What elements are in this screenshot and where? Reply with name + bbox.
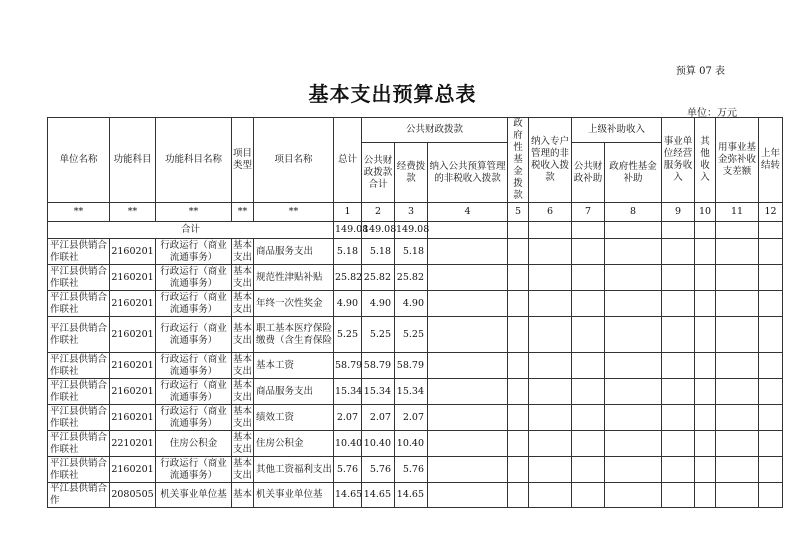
empty-cell [508, 483, 529, 508]
empty-cell [716, 379, 759, 405]
empty-cell [428, 431, 508, 457]
cell-total: 5.18 [334, 239, 362, 265]
cell-operating: 15.34 [395, 379, 428, 405]
cell-public-total: 14.65 [362, 483, 395, 508]
empty-cell [529, 265, 572, 291]
index-cell: 9 [662, 203, 695, 222]
index-row [48, 203, 783, 222]
col-public-total: 公共财政拨款合计 [362, 143, 395, 203]
empty-cell [508, 405, 529, 431]
cell-operating: 2.07 [395, 405, 428, 431]
col-other-income: 其他收入 [695, 118, 716, 203]
cell-total: 5.25 [334, 317, 362, 353]
empty-cell [759, 291, 783, 317]
cell-proj-type: 基本支出 [233, 457, 253, 481]
table-row [48, 291, 783, 317]
cell-total: 2.07 [334, 405, 362, 431]
page-title: 基本支出预算总表 [308, 82, 477, 106]
index-cell: 6 [529, 203, 572, 222]
empty-cell [428, 405, 508, 431]
cell-total: 25.82 [334, 265, 362, 291]
budget-table [47, 117, 783, 508]
empty-cell [716, 222, 759, 239]
empty-cell [529, 431, 572, 457]
empty-cell [662, 405, 695, 431]
empty-cell [428, 457, 508, 483]
col-operating: 经费拨款 [395, 143, 428, 203]
cell-func-name: 行政运行（商业流通事务） [156, 317, 232, 353]
empty-cell [662, 265, 695, 291]
empty-cell [508, 265, 529, 291]
cell-unit-name: 平江县供销合作联社 [48, 353, 110, 379]
empty-cell [508, 317, 529, 353]
index-cell: ** [110, 203, 156, 222]
empty-cell [759, 431, 783, 457]
cell-unit-name: 平江县供销合作联社 [48, 239, 110, 265]
cell-public-total: 2.07 [362, 405, 395, 431]
cell-total: 58.79 [334, 353, 362, 379]
index-cell: ** [48, 203, 110, 222]
cell-public-total: 10.40 [362, 431, 395, 457]
empty-cell [716, 291, 759, 317]
cell-proj-type: 基本支出 [232, 317, 254, 353]
table-body [48, 222, 783, 508]
cell-operating: 4.90 [395, 291, 428, 317]
col-func-name: 功能科目名称 [156, 118, 232, 203]
empty-cell [716, 431, 759, 457]
col-gov-fund: 政府性基金拨款 [508, 118, 529, 203]
col-public-group: 公共财政拨款 [362, 118, 508, 143]
empty-cell [428, 239, 508, 265]
empty-cell [662, 222, 695, 239]
table-row [48, 353, 783, 379]
col-proj-type: 项目类型 [232, 118, 254, 203]
index-cell: ** [232, 203, 254, 222]
empty-cell [529, 239, 572, 265]
empty-cell [605, 483, 662, 508]
empty-cell [716, 483, 759, 508]
cell-proj-name: 商品服务支出 [254, 239, 334, 265]
cell-unit-name: 平江县供销合作联社 [48, 379, 110, 405]
col-total: 总计 [334, 118, 362, 203]
empty-cell [508, 431, 529, 457]
empty-cell [572, 457, 605, 483]
cell-func-code: 2160201 [110, 239, 156, 265]
table-row [48, 379, 783, 405]
cell-func-code: 2210201 [110, 431, 156, 457]
cell-public-total: 25.82 [362, 265, 395, 291]
cell-unit-name: 平江县供销合作联社 [48, 291, 110, 317]
empty-cell [605, 265, 662, 291]
empty-cell [716, 353, 759, 379]
cell-func-name: 行政运行（商业流通事务） [156, 239, 232, 265]
empty-cell [572, 353, 605, 379]
col-unit-name: 单位名称 [48, 118, 110, 203]
col-biz-income: 事业单位经营服务收入 [662, 118, 695, 203]
cell-total: 5.76 [334, 457, 362, 483]
empty-cell [716, 405, 759, 431]
index-cell: 5 [508, 203, 529, 222]
subtotal-operating: 149.08 [395, 222, 428, 239]
empty-cell [508, 239, 529, 265]
empty-cell [428, 379, 508, 405]
empty-cell [529, 222, 572, 239]
cell-proj-name: 规范性津贴补贴 [254, 265, 334, 291]
cell-operating: 5.76 [395, 457, 428, 483]
cell-func-code: 2160201 [110, 405, 156, 431]
empty-cell [605, 317, 662, 353]
cell-proj-type: 基本支出 [233, 291, 253, 315]
cell-func-code: 2080505 [110, 483, 156, 508]
empty-cell [508, 291, 529, 317]
cell-proj-type: 基本支出 [233, 405, 253, 429]
cell-unit-name: 平江县供销合作联社 [48, 457, 110, 483]
empty-cell [605, 222, 662, 239]
cell-proj-name: 机关事业单位基 [254, 483, 334, 508]
empty-cell [529, 405, 572, 431]
empty-cell [695, 239, 716, 265]
cell-proj-type: 基本支出 [233, 265, 253, 289]
cell-proj-type: 基本支出 [233, 431, 253, 455]
index-cell: ** [156, 203, 232, 222]
empty-cell [759, 457, 783, 483]
cell-func-code: 2160201 [110, 353, 156, 379]
empty-cell [605, 431, 662, 457]
cell-func-name: 机关事业单位基 [156, 483, 232, 508]
subtotal-label: 合计 [48, 222, 334, 239]
empty-cell [572, 239, 605, 265]
cell-proj-name: 其他工资福利支出 [254, 457, 334, 483]
empty-cell [529, 457, 572, 483]
cell-operating: 14.65 [395, 483, 428, 508]
empty-cell [759, 405, 783, 431]
empty-cell [605, 291, 662, 317]
cell-total: 15.34 [334, 379, 362, 405]
empty-cell [695, 291, 716, 317]
cell-func-code: 2160201 [110, 317, 156, 353]
empty-cell [428, 317, 508, 353]
cell-unit-name: 平江县供销合作 [48, 483, 110, 508]
table-row [48, 483, 783, 508]
empty-cell [695, 317, 716, 353]
cell-total: 14.65 [334, 483, 362, 508]
empty-cell [605, 239, 662, 265]
empty-cell [759, 483, 783, 508]
empty-cell [716, 317, 759, 353]
cell-proj-name: 职工基本医疗保险缴费（含生育保险 [254, 317, 334, 353]
cell-func-name: 行政运行（商业流通事务） [156, 379, 232, 405]
cell-func-code: 2160201 [110, 265, 156, 291]
empty-cell [428, 291, 508, 317]
cell-proj-type: 基本支出 [233, 379, 253, 403]
cell-proj-name: 基本工资 [254, 353, 334, 379]
empty-cell [662, 483, 695, 508]
cell-public-total: 5.76 [362, 457, 395, 483]
cell-func-name: 行政运行（商业流通事务） [156, 457, 232, 483]
empty-cell [572, 379, 605, 405]
cell-operating: 10.40 [395, 431, 428, 457]
empty-cell [695, 483, 716, 508]
cell-unit-name: 平江县供销合作联社 [48, 265, 110, 291]
cell-proj-name: 商品服务支出 [254, 379, 334, 405]
cell-public-total: 58.79 [362, 353, 395, 379]
empty-cell [695, 379, 716, 405]
index-cell: 11 [716, 203, 759, 222]
col-func-code: 功能科目 [110, 118, 156, 203]
empty-cell [695, 405, 716, 431]
cell-proj-name: 绩效工资 [254, 405, 334, 431]
empty-cell [572, 317, 605, 353]
empty-cell [605, 457, 662, 483]
cell-unit-name: 平江县供销合作联社 [48, 431, 110, 457]
empty-cell [695, 457, 716, 483]
cell-public-total: 5.25 [362, 317, 395, 353]
empty-cell [759, 379, 783, 405]
cell-func-name: 行政运行（商业流通事务） [156, 353, 232, 379]
col-superior-group: 上级补助收入 [572, 118, 662, 143]
col-sup-public: 公共财政补助 [572, 143, 605, 203]
cell-operating: 58.79 [395, 353, 428, 379]
empty-cell [759, 353, 783, 379]
empty-cell [572, 431, 605, 457]
cell-func-code: 2160201 [110, 457, 156, 483]
empty-cell [759, 265, 783, 291]
cell-proj-name: 年终一次性奖金 [254, 291, 334, 317]
table-row [48, 405, 783, 431]
empty-cell [529, 291, 572, 317]
empty-cell [662, 379, 695, 405]
index-cell: 2 [362, 203, 395, 222]
empty-cell [759, 222, 783, 239]
table-row [48, 265, 783, 291]
empty-cell [605, 379, 662, 405]
cell-operating: 25.82 [395, 265, 428, 291]
empty-cell [662, 353, 695, 379]
empty-cell [605, 353, 662, 379]
index-cell: 10 [695, 203, 716, 222]
empty-cell [662, 291, 695, 317]
empty-cell [529, 379, 572, 405]
index-cell: ** [254, 203, 334, 222]
col-biz-fund: 用事业基金弥补收支差额 [716, 118, 759, 203]
cell-public-total: 15.34 [362, 379, 395, 405]
index-cell: 8 [605, 203, 662, 222]
col-proj-name: 项目名称 [254, 118, 334, 203]
unit-label: 单位：万元 [687, 108, 737, 119]
empty-cell [695, 431, 716, 457]
cell-func-name: 行政运行（商业流通事务） [156, 291, 232, 317]
empty-cell [662, 239, 695, 265]
empty-cell [529, 317, 572, 353]
cell-operating: 5.18 [395, 239, 428, 265]
table-row [48, 457, 783, 483]
cell-total: 10.40 [334, 431, 362, 457]
index-cell: 1 [334, 203, 362, 222]
cell-func-name: 行政运行（商业流通事务） [156, 265, 232, 291]
index-cell: 3 [395, 203, 428, 222]
table-row [48, 317, 783, 353]
empty-cell [428, 265, 508, 291]
table-row [48, 431, 783, 457]
empty-cell [508, 379, 529, 405]
subtotal-public-total: 149.08 [362, 222, 395, 239]
empty-cell [508, 457, 529, 483]
cell-total: 4.90 [334, 291, 362, 317]
empty-cell [605, 405, 662, 431]
cell-func-code: 2160201 [110, 379, 156, 405]
empty-cell [428, 483, 508, 508]
cell-unit-name: 平江县供销合作联社 [48, 405, 110, 431]
empty-cell [572, 405, 605, 431]
cell-public-total: 5.18 [362, 239, 395, 265]
subtotal-row [48, 222, 783, 239]
empty-cell [529, 353, 572, 379]
empty-cell [572, 291, 605, 317]
empty-cell [716, 239, 759, 265]
cell-func-name: 住房公积金 [156, 431, 232, 457]
col-special-nontax: 纳入专户管理的非税收入拨款 [529, 118, 572, 203]
cell-operating: 5.25 [395, 317, 428, 353]
cell-proj-type: 基本支出 [233, 239, 253, 263]
empty-cell [508, 222, 529, 239]
index-cell: 4 [428, 203, 508, 222]
subtotal-total: 149.08 [334, 222, 362, 239]
cell-func-name: 行政运行（商业流通事务） [156, 405, 232, 431]
cell-func-code: 2160201 [110, 291, 156, 317]
cell-unit-name: 平江县供销合作联社 [48, 317, 110, 353]
index-cell: 7 [572, 203, 605, 222]
empty-cell [695, 222, 716, 239]
empty-cell [428, 222, 508, 239]
empty-cell [572, 222, 605, 239]
empty-cell [759, 239, 783, 265]
col-sup-gov: 政府性基金补助 [605, 143, 662, 203]
cell-proj-name: 住房公积金 [254, 431, 334, 457]
empty-cell [572, 265, 605, 291]
empty-cell [759, 317, 783, 353]
empty-cell [716, 457, 759, 483]
empty-cell [529, 483, 572, 508]
empty-cell [508, 353, 529, 379]
cell-public-total: 4.90 [362, 291, 395, 317]
empty-cell [662, 317, 695, 353]
col-carryover: 上年结转 [759, 118, 783, 203]
table-row [48, 239, 783, 265]
empty-cell [428, 353, 508, 379]
col-nontax: 纳入公共预算管理的非税收入拨款 [428, 143, 508, 203]
form-number: 预算 07 表 [675, 66, 725, 77]
empty-cell [695, 265, 716, 291]
empty-cell [572, 483, 605, 508]
empty-cell [662, 431, 695, 457]
empty-cell [695, 353, 716, 379]
index-cell: 12 [759, 203, 783, 222]
empty-cell [716, 265, 759, 291]
cell-proj-type: 基本 [232, 483, 254, 508]
cell-proj-type: 基本支出 [233, 353, 253, 377]
empty-cell [662, 457, 695, 483]
